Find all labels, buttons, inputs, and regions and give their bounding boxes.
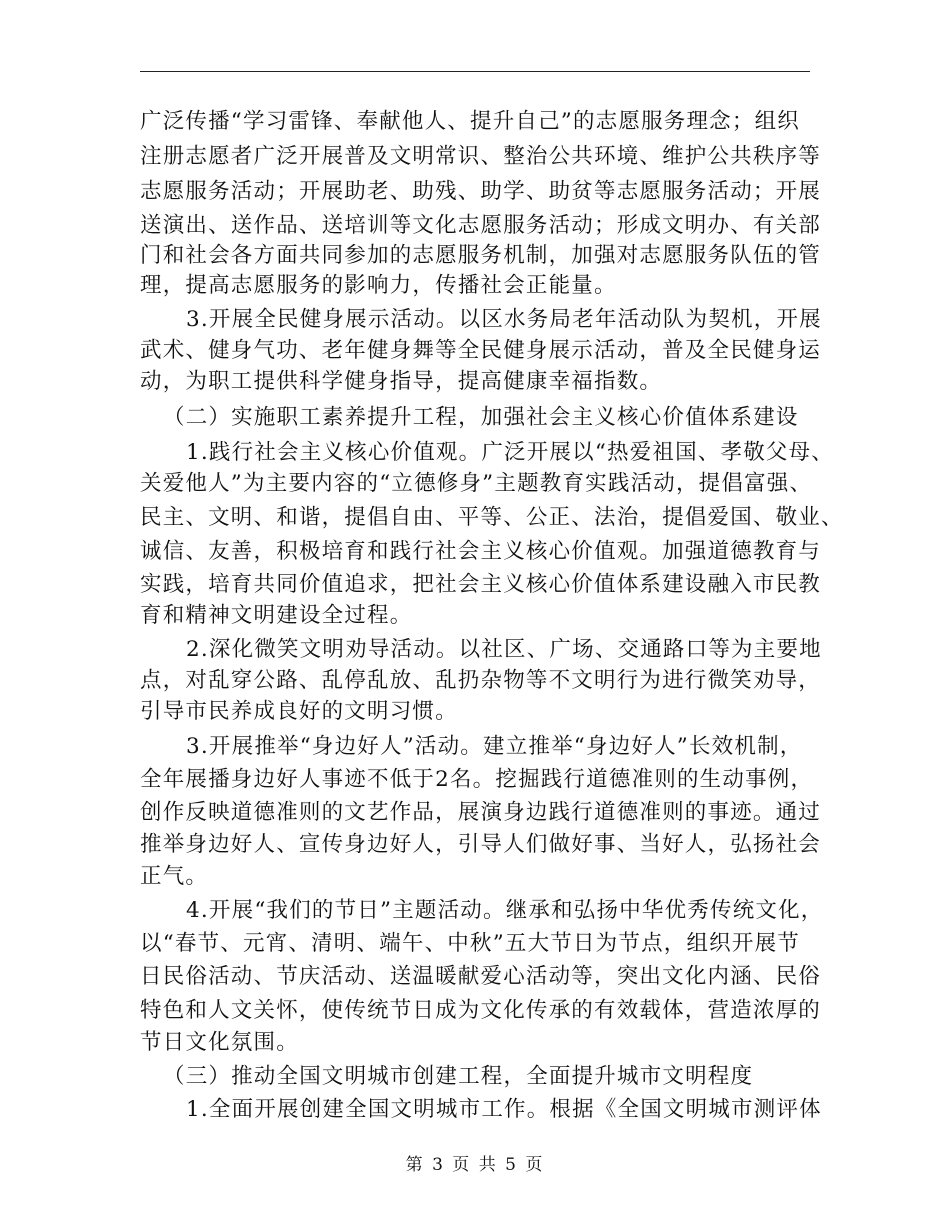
text-line: 正气。 bbox=[140, 864, 209, 889]
text-line: 志愿服务活动；开展助老、助残、助学、助贫等志愿服务活动；开展 bbox=[140, 179, 822, 204]
text-line: 以“春节、元宵、清明、端午、中秋”五大节日为节点，组织开展节 bbox=[140, 931, 800, 956]
text-line: 育和精神文明建设全过程。 bbox=[140, 603, 413, 628]
text-line: 创作反映道德准则的文艺作品，展演身边践行道德准则的事迹。通过 bbox=[140, 800, 822, 825]
text-line: 引导市民养成良好的文明习惯。 bbox=[140, 699, 458, 724]
text-line: 1.全面开展创建全国文明城市工作。根据《全国文明城市测评体 bbox=[186, 1097, 822, 1122]
page-footer: 第 3 页 共 5 页 bbox=[405, 1155, 545, 1175]
text-line: 点，对乱穿公路、乱停乱放、乱扔杂物等不文明行为进行微笑劝导， bbox=[140, 668, 822, 693]
text-line: 理，提高志愿服务的影响力，传播社会正能量。 bbox=[140, 273, 617, 298]
section-heading: （三）推动全国文明城市创建工程，全面提升城市文明程度 bbox=[163, 1064, 754, 1089]
text-line: 实践，培育共同价值追求，把社会主义核心价值体系建设融入市民教 bbox=[140, 572, 822, 597]
header-rule bbox=[140, 71, 810, 72]
text-line: 4.开展“我们的节日”主题活动。继承和弘扬中华优秀传统文化， bbox=[186, 898, 824, 923]
text-line: 注册志愿者广泛开展普及文明常识、整治公共环境、维护公共秩序等 bbox=[140, 144, 822, 169]
text-line: 3.开展全民健身展示活动。以区水务局老年活动队为契机，开展 bbox=[186, 307, 822, 332]
text-line: 1.践行社会主义核心价值观。广泛开展以“热爱祖国、孝敬父母、 bbox=[186, 440, 835, 465]
text-line: 节日文化氛围。 bbox=[140, 1030, 299, 1055]
text-line: 诚信、友善，积极培育和践行社会主义核心价值观。加强道德教育与 bbox=[140, 539, 822, 564]
text-line: 广泛传播“学习雷锋、奉献他人、提升自己”的志愿服务理念；组织 bbox=[140, 109, 800, 134]
text-line: 日民俗活动、节庆活动、送温暖献爱心活动等，突出文化内涵、民俗 bbox=[140, 964, 822, 989]
text-line: 3.开展推举“身边好人”活动。建立推举“身边好人”长效机制， bbox=[186, 734, 803, 759]
text-line: 推举身边好人、宣传身边好人，引导人们做好事、当好人，弘扬社会 bbox=[140, 832, 822, 857]
text-line: 武术、健身气功、老年健身舞等全民健身展示活动，普及全民健身运 bbox=[140, 338, 822, 363]
text-line: 特色和人文关怀，使传统节日成为文化传承的有效载体，营造浓厚的 bbox=[140, 998, 822, 1023]
text-line: 2.深化微笑文明劝导活动。以社区、广场、交通路口等为主要地 bbox=[186, 637, 822, 662]
text-line: 门和社会各方面共同参加的志愿服务机制，加强对志愿服务队伍的管 bbox=[140, 243, 822, 268]
text-line: 动，为职工提供科学健身指导，提高健康幸福指数。 bbox=[140, 369, 663, 394]
text-line: 全年展播身边好人事迹不低于2名。挖掘践行道德准则的生动事例， bbox=[140, 767, 814, 792]
text-line: 关爱他人”为主要内容的“立德修身”主题教育实践活动，提倡富强、 bbox=[140, 471, 813, 496]
text-line: 送演出、送作品、送培训等文化志愿服务活动；形成文明办、有关部 bbox=[140, 213, 822, 238]
text-line: 民主、文明、和谐，提倡自由、平等、公正、法治，提倡爱国、敬业、 bbox=[140, 505, 844, 530]
section-heading: （二）实施职工素养提升工程，加强社会主义核心价值体系建设 bbox=[163, 405, 799, 430]
